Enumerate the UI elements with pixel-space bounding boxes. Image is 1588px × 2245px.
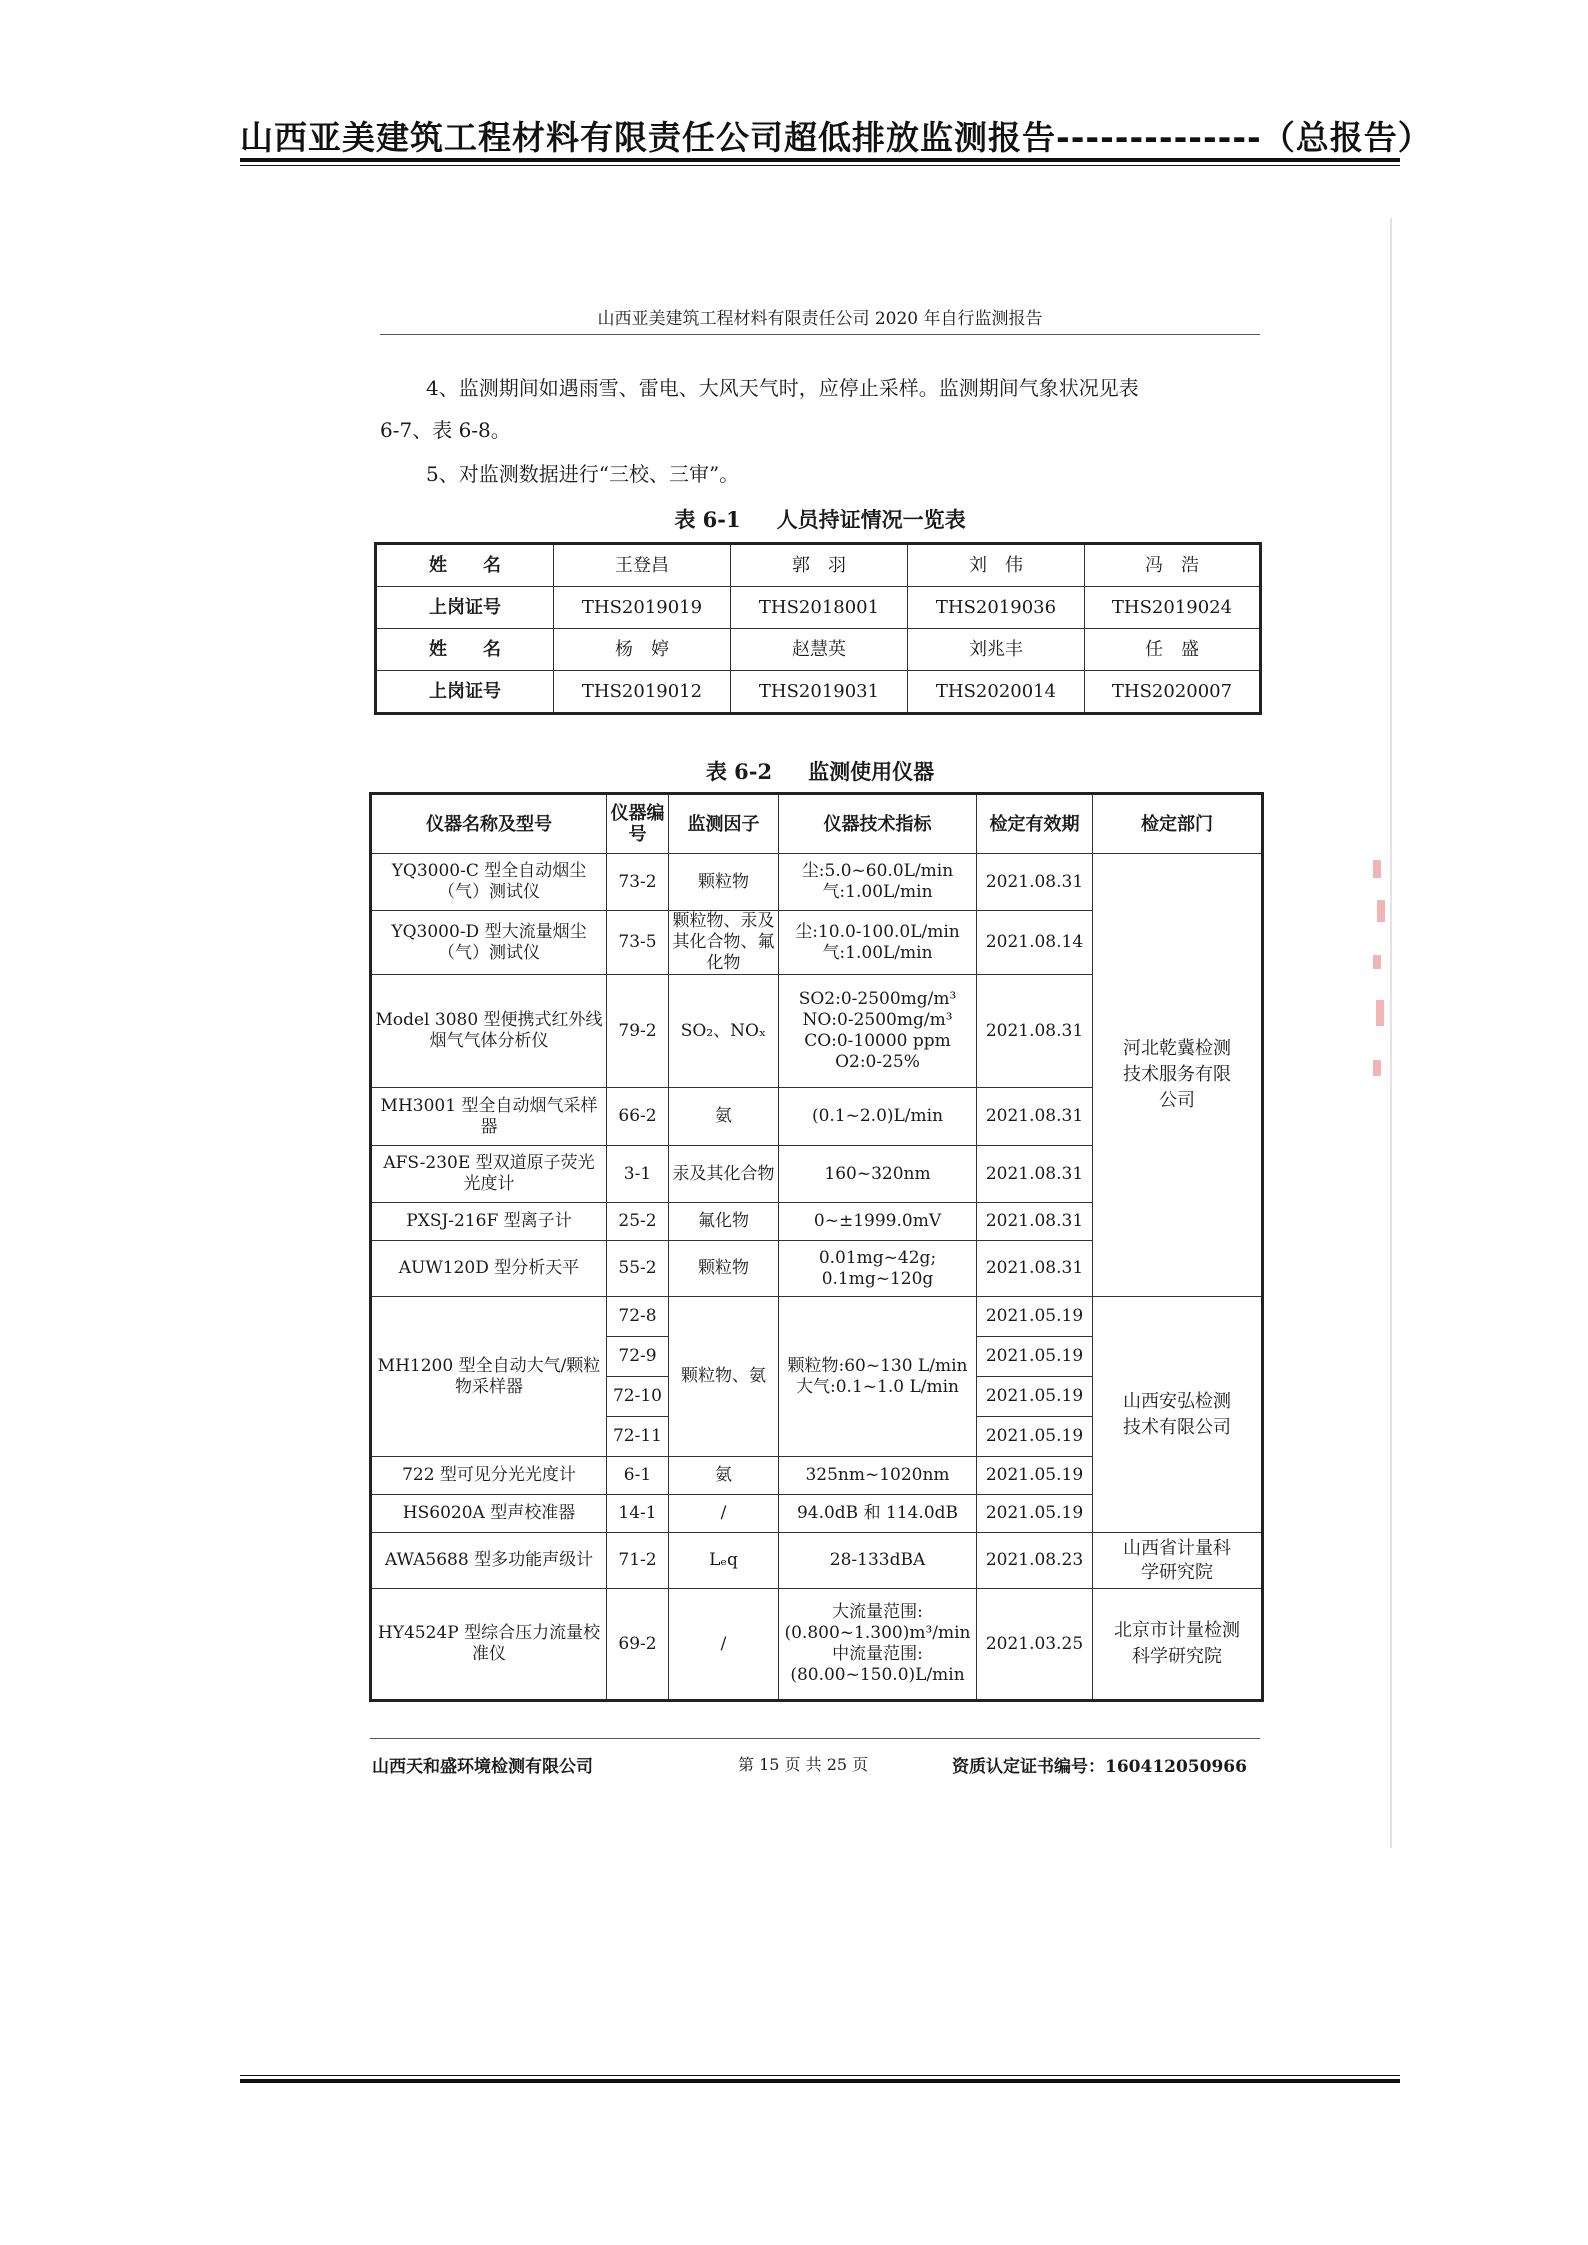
table1-caption-number: 表 6-1 (674, 507, 741, 532)
instrument-code: 66-2 (607, 1088, 669, 1146)
expiry-date: 2021.03.25 (977, 1589, 1093, 1701)
col-header-name: 仪器名称及型号 (371, 794, 607, 854)
table-row (371, 1533, 1263, 1589)
instrument-name: YQ3000-C 型全自动烟尘（气）测试仪 (371, 854, 607, 911)
paragraph-4-line2: 6-7、表 6-8。 (380, 418, 511, 442)
instrument-name: AFS-230E 型双道原子荧光光度计 (371, 1146, 607, 1203)
tech-spec (779, 1297, 977, 1457)
instrument-code: 79-2 (607, 975, 669, 1088)
instrument-code: 71-2 (607, 1533, 669, 1589)
spec-line: 160~320nm (824, 1163, 931, 1184)
table-cell: THS2019031 (731, 671, 908, 714)
spec-line: (80.00~150.0)L/min (790, 1665, 965, 1685)
expiry-date: 2021.05.19 (977, 1457, 1093, 1495)
table2-caption-number: 表 6-2 (705, 759, 773, 784)
instrument-code: 3-1 (607, 1146, 669, 1203)
tech-spec (779, 1203, 977, 1241)
bottom-rule-thick (240, 2079, 1400, 2083)
monitor-factor: 氟化物 (669, 1203, 779, 1241)
expiry-date: 2021.08.31 (977, 1146, 1093, 1203)
row-label: 上岗证号 (376, 587, 554, 629)
monitor-factor: 颗粒物、氨 (669, 1297, 779, 1457)
col-header-dept: 检定部门 (1093, 794, 1263, 854)
instrument-name: HY4524P 型综合压力流量校准仪 (371, 1589, 607, 1701)
spec-line: 0.01mg~42g; (818, 1247, 937, 1268)
row-label: 姓 名 (376, 544, 554, 587)
instrument-code: 69-2 (607, 1589, 669, 1701)
footer-company: 山西天和盛环境检测有限公司 (372, 1757, 593, 1777)
table-cell: 赵慧英 (731, 629, 908, 671)
spec-line: 气:1.00L/min (822, 882, 933, 902)
row-label: 上岗证号 (376, 671, 554, 714)
instrument-name: MH1200 型全自动大气/颗粒物采样器 (371, 1297, 607, 1457)
instrument-name: YQ3000-D 型大流量烟尘（气）测试仪 (371, 911, 607, 975)
expiry-date: 2021.08.14 (977, 911, 1093, 975)
spec-line: 325nm~1020nm (805, 1465, 950, 1485)
expiry-date: 2021.05.19 (977, 1377, 1093, 1417)
tech-spec (779, 1241, 977, 1297)
spec-line: 28-133dBA (829, 1550, 926, 1570)
tech-spec (779, 975, 977, 1088)
table1-caption-title: 人员持证情况一览表 (776, 507, 966, 532)
inner-header-rule (380, 334, 1260, 335)
monitor-factor: SO₂、NOₓ (669, 975, 779, 1088)
spec-line: 颗粒物:60~130 L/min (787, 1355, 968, 1376)
tech-spec (779, 1589, 977, 1701)
monitor-factor: / (669, 1495, 779, 1533)
expiry-date: 2021.08.31 (977, 975, 1093, 1088)
table-row (376, 544, 1261, 587)
instrument-code: 6-1 (607, 1457, 669, 1495)
table-cell: THS2020007 (1085, 671, 1261, 714)
header-rule-thick (240, 158, 1400, 162)
table-cell: 杨 婷 (554, 629, 731, 671)
spec-line: (0.1~2.0)L/min (811, 1106, 944, 1126)
table-cell: 郭 羽 (731, 544, 908, 587)
monitor-factor: Lₑq (669, 1533, 779, 1589)
table-row (371, 1589, 1263, 1701)
table-cell: THS2019012 (554, 671, 731, 714)
monitor-factor: 汞及其化合物 (669, 1146, 779, 1203)
expiry-date: 2021.05.19 (977, 1417, 1093, 1457)
instrument-name: PXSJ-216F 型离子计 (371, 1203, 607, 1241)
table-cell: THS2019036 (908, 587, 1085, 629)
spec-line: 气:1.00L/min (822, 942, 933, 963)
tech-spec (779, 1146, 977, 1203)
expiry-date: 2021.05.19 (977, 1495, 1093, 1533)
scan-page-edge (1390, 218, 1392, 1848)
instrument-code: 73-5 (607, 911, 669, 975)
expiry-date: 2021.08.23 (977, 1533, 1093, 1589)
instrument-name: 722 型可见分光光度计 (371, 1457, 607, 1495)
spec-line: 0~±1999.0mV (813, 1211, 942, 1231)
tech-spec (779, 911, 977, 975)
header-rule-thin (240, 165, 1400, 166)
tech-spec (779, 1457, 977, 1495)
personnel-certificate-table (374, 542, 1262, 715)
row-label: 姓 名 (376, 629, 554, 671)
table-cell: 王登昌 (554, 544, 731, 587)
expiry-date: 2021.05.19 (977, 1297, 1093, 1337)
expiry-date: 2021.08.31 (977, 1203, 1093, 1241)
col-header-code: 仪器编号 (607, 794, 669, 854)
instrument-code: 25-2 (607, 1203, 669, 1241)
table-cell: 任 盛 (1085, 629, 1261, 671)
monitor-factor: 颗粒物 (669, 1241, 779, 1297)
tech-spec (779, 854, 977, 911)
expiry-date: 2021.08.31 (977, 1241, 1093, 1297)
instrument-name: HS6020A 型声校准器 (371, 1495, 607, 1533)
table-row (376, 629, 1261, 671)
footer-page-info: 第 15 页 共 25 页 (738, 1755, 869, 1774)
bottom-rule-thin (240, 2075, 1400, 2076)
instrument-code: 14-1 (607, 1495, 669, 1533)
monitor-factor: 氨 (669, 1088, 779, 1146)
calibration-dept: 山西省计量科学研究院 (1093, 1533, 1263, 1589)
col-header-factor: 监测因子 (669, 794, 779, 854)
spec-line: 尘:5.0~60.0L/min (801, 861, 954, 881)
spec-line: SO2:0-2500mg/m³ (798, 989, 957, 1009)
instrument-code: 72-8 (607, 1297, 669, 1337)
spec-line: CO:0-10000 ppm (804, 1031, 951, 1051)
spec-line: 尘:10.0-100.0L/min (795, 921, 960, 942)
table2-caption (380, 756, 1260, 786)
spec-line: 大气:0.1~1.0 L/min (796, 1376, 959, 1397)
monitor-factor: 颗粒物 (669, 854, 779, 911)
instrument-name: Model 3080 型便携式红外线烟气气体分析仪 (371, 975, 607, 1088)
table-row (371, 1297, 1263, 1337)
table-cell: 刘 伟 (908, 544, 1085, 587)
col-header-spec: 仪器技术指标 (779, 794, 977, 854)
header-row (371, 794, 1263, 854)
instrument-code: 72-11 (607, 1417, 669, 1457)
spec-line: 中流量范围: (832, 1644, 923, 1664)
instrument-code: 72-10 (607, 1377, 669, 1417)
table-cell: 刘兆丰 (908, 629, 1085, 671)
footer-certificate: 资质认定证书编号：160412050966 (952, 1757, 1247, 1777)
table-row (376, 671, 1261, 714)
instrument-table (369, 792, 1264, 1702)
col-header-expiry: 检定有效期 (977, 794, 1093, 854)
table-row (376, 587, 1261, 629)
table2-caption-title: 监测使用仪器 (808, 759, 935, 784)
table-cell: 冯 浩 (1085, 544, 1261, 587)
instrument-code: 73-2 (607, 854, 669, 911)
tech-spec (779, 1495, 977, 1533)
expiry-date: 2021.08.31 (977, 1088, 1093, 1146)
monitor-factor: / (669, 1589, 779, 1701)
table-cell: THS2019019 (554, 587, 731, 629)
instrument-name: MH3001 型全自动烟气采样器 (371, 1088, 607, 1146)
spec-line: 0.1mg~120g (821, 1268, 934, 1289)
paragraph-5: 5、对监测数据进行“三校、三审”。 (426, 462, 740, 486)
monitor-factor: 颗粒物、汞及其化合物、氟化物 (669, 911, 779, 975)
calibration-dept: 河北乾冀检测技术服务有限公司 (1093, 854, 1263, 1297)
spec-line: 大流量范围: (832, 1602, 923, 1622)
spec-line: O2:0-25% (835, 1052, 920, 1072)
calibration-dept: 北京市计量检测科学研究院 (1093, 1589, 1263, 1701)
instrument-name: AUW120D 型分析天平 (371, 1241, 607, 1297)
table-cell: THS2018001 (731, 587, 908, 629)
table-cell: THS2019024 (1085, 587, 1261, 629)
expiry-date: 2021.08.31 (977, 854, 1093, 911)
outer-header: 山西亚美建筑工程材料有限责任公司超低排放监测报告--------------（总报告） (240, 118, 1432, 157)
spec-line: NO:0-2500mg/m³ (802, 1010, 953, 1030)
instrument-name: AWA5688 型多功能声级计 (371, 1533, 607, 1589)
monitor-factor: 氨 (669, 1457, 779, 1495)
table-cell: THS2020014 (908, 671, 1085, 714)
instrument-code: 72-9 (607, 1337, 669, 1377)
footer-rule (370, 1738, 1260, 1739)
instrument-code: 55-2 (607, 1241, 669, 1297)
calibration-dept: 山西安弘检测技术有限公司 (1093, 1297, 1263, 1533)
spec-line: (0.800~1.300)m³/min (784, 1623, 971, 1643)
table1-caption (380, 504, 1260, 534)
inner-report-header: 山西亚美建筑工程材料有限责任公司 2020 年自行监测报告 (597, 309, 1043, 329)
tech-spec (779, 1088, 977, 1146)
table-row (371, 854, 1263, 911)
expiry-date: 2021.05.19 (977, 1337, 1093, 1377)
spec-line: 94.0dB 和 114.0dB (796, 1503, 959, 1523)
red-seal-edge-marks (1373, 860, 1387, 1100)
tech-spec (779, 1533, 977, 1589)
paragraph-4-line1: 4、监测期间如遇雨雪、雷电、大风天气时，应停止采样。监测期间气象状况见表 (426, 376, 1139, 400)
